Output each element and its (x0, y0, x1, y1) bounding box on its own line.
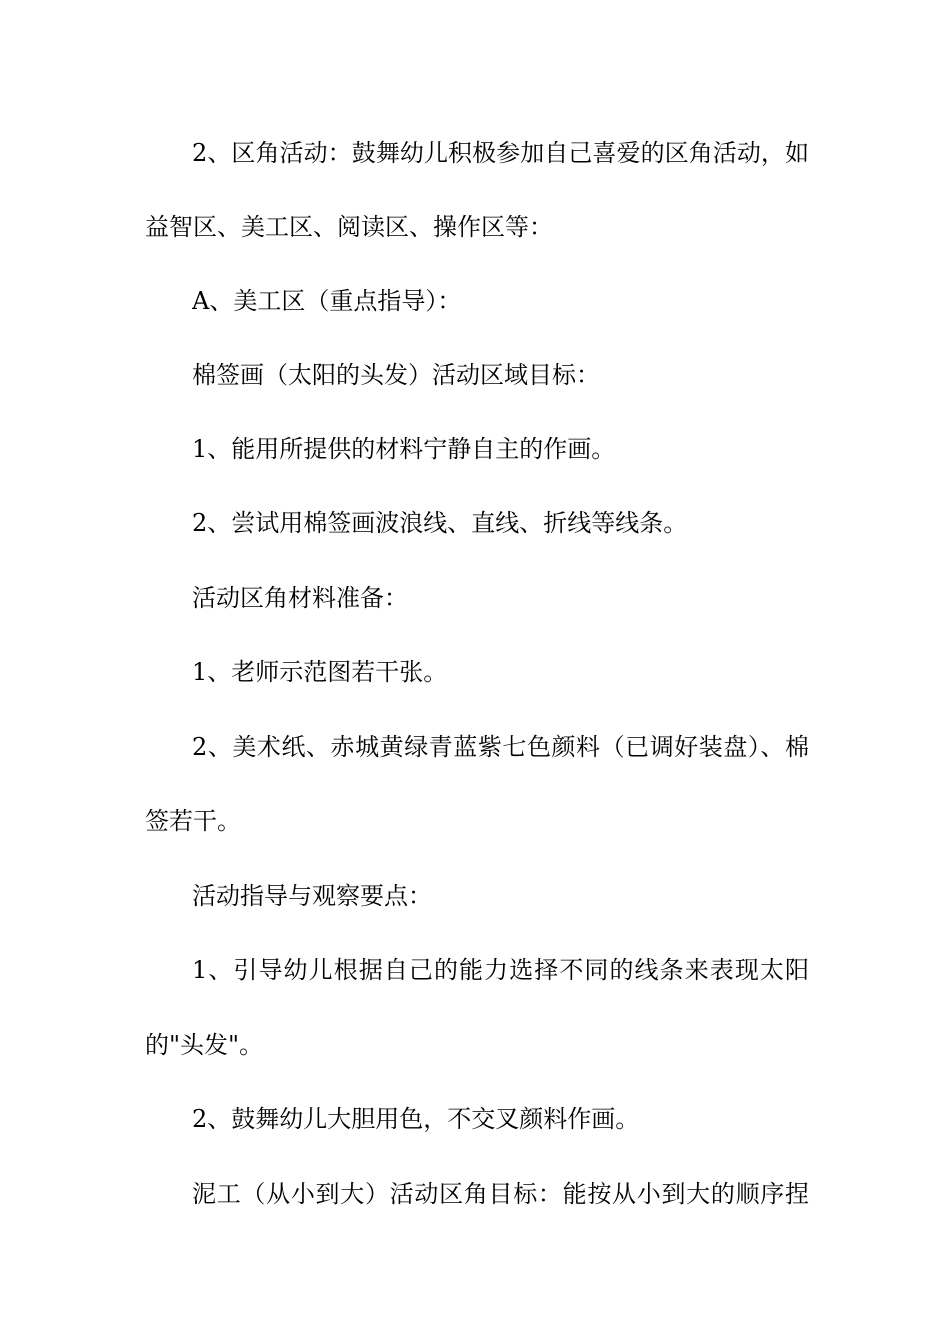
paragraph-line: 活动指导与观察要点： (192, 882, 432, 910)
paragraph-line: 益智区、美工区、阅读区、操作区等： (145, 213, 553, 241)
paragraph-line: 2、美术纸、赤城黄绿青蓝紫七色颜料（已调好装盘）、棉 (192, 733, 809, 761)
paragraph-line: 泥工（从小到大）活动区角目标：能按从小到大的顺序捏 (192, 1180, 809, 1208)
paragraph-line: 2、尝试用棉签画波浪线、直线、折线等线条。 (192, 509, 688, 537)
paragraph-line: 1、引导幼儿根据自己的能力选择不同的线条来表现太阳 (192, 956, 809, 984)
paragraph-line: 签若干。 (145, 807, 241, 835)
paragraph-line: 的"头发"。 (145, 1031, 264, 1059)
paragraph-line: 2、鼓舞幼儿大胆用色，不交叉颜料作画。 (192, 1105, 640, 1133)
paragraph-line: A、美工区（重点指导）： (192, 287, 462, 315)
paragraph-line: 棉签画（太阳的头发）活动区域目标： (192, 361, 600, 389)
paragraph-line: 活动区角材料准备： (192, 584, 408, 612)
paragraph-line: 2、区角活动：鼓舞幼儿积极参加自己喜爱的区角活动，如 (192, 139, 809, 167)
paragraph-line: 1、老师示范图若干张。 (192, 658, 448, 686)
paragraph-line: 1、能用所提供的材料宁静自主的作画。 (192, 435, 616, 463)
